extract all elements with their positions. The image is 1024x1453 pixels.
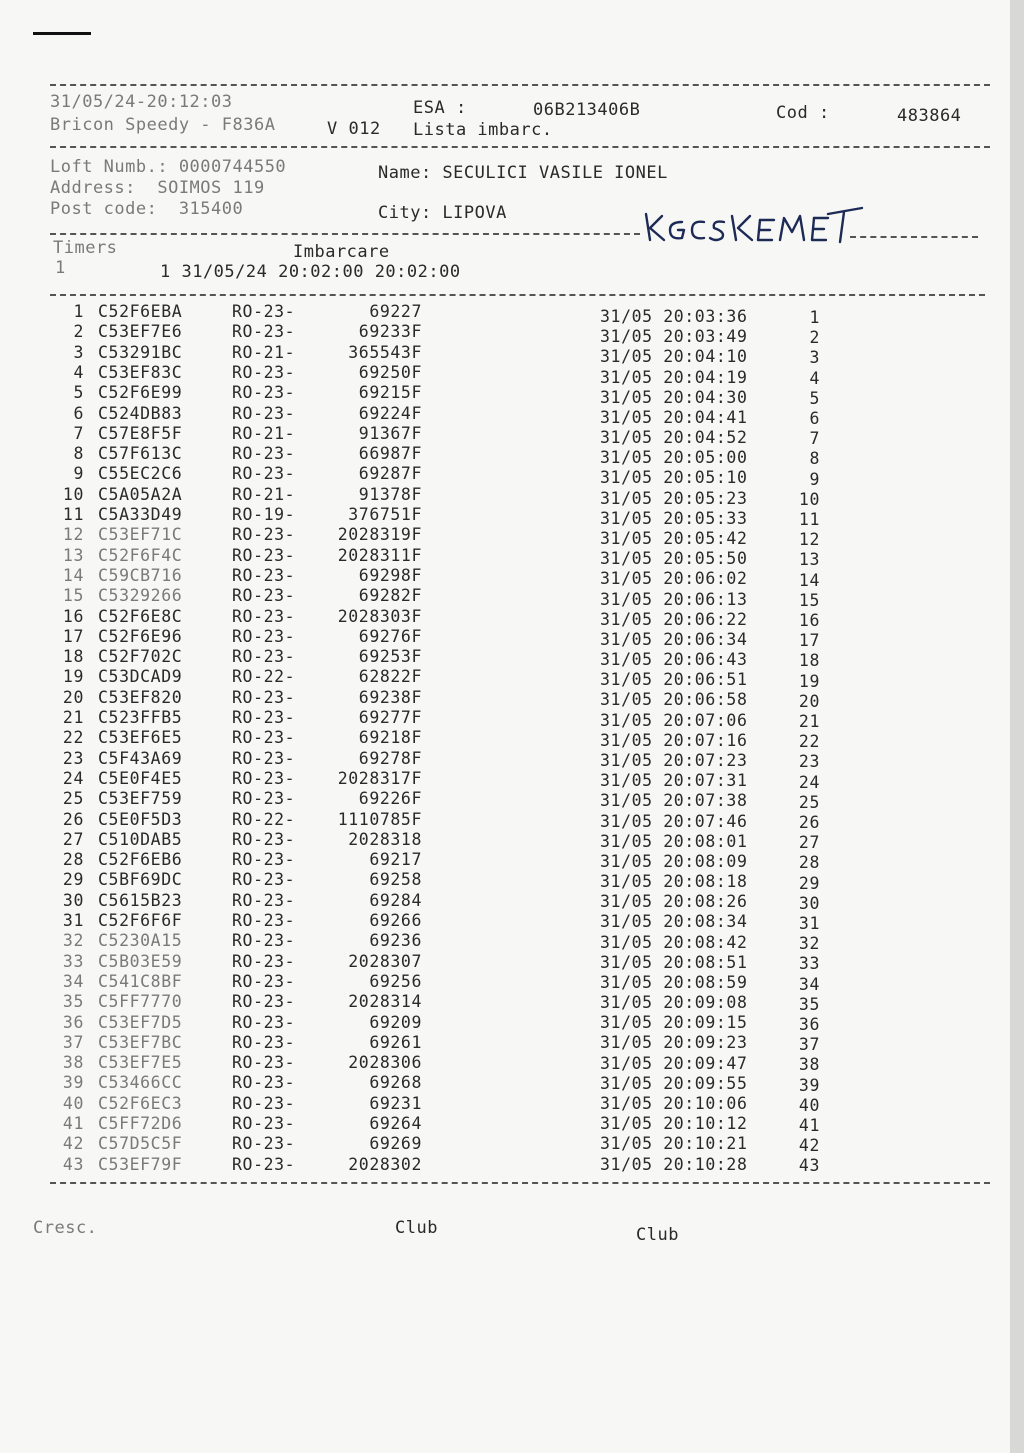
row-code: C53DCAD9 [98, 667, 183, 687]
row-ring-prefix: RO-23- [232, 1154, 296, 1174]
row-position: 3 [809, 348, 820, 368]
row-index: 40 [62, 1093, 84, 1113]
row-ring-prefix: RO-23- [232, 444, 296, 464]
row-ring-number: 1110785F [337, 809, 422, 829]
esa-value: 06B213406B [533, 100, 641, 120]
row-position: 32 [798, 934, 820, 954]
row-position: 43 [798, 1156, 820, 1176]
row-code: C52F6E8C [98, 606, 183, 626]
row-ring-prefix: RO-23- [232, 992, 296, 1012]
row-clock-time: 31/05 20:04:19 [600, 367, 748, 387]
address: Address: SOIMOS 119 [50, 178, 265, 198]
row-index: 13 [62, 545, 84, 565]
row-index: 20 [62, 687, 84, 707]
row-position: 42 [798, 1136, 820, 1156]
row-ring-prefix: RO-22- [232, 667, 296, 687]
row-code: C524DB83 [98, 403, 183, 423]
row-code: C5A05A2A [98, 484, 183, 504]
row-ring-prefix: RO-23- [232, 870, 296, 890]
row-clock-time: 31/05 20:05:33 [600, 508, 748, 528]
row-position: 6 [809, 409, 820, 428]
row-ring-number: 91378F [358, 484, 422, 504]
row-index: 11 [62, 505, 84, 524]
row-ring-prefix: RO-23- [232, 362, 296, 382]
loft-number: Loft Numb.: 0000744550 [50, 157, 287, 177]
row-position: 37 [798, 1035, 820, 1055]
row-position: 9 [809, 469, 820, 489]
divider [50, 294, 985, 296]
row-position: 8 [809, 449, 820, 469]
row-code: C53EF820 [98, 687, 183, 707]
row-clock-time: 31/05 20:06:02 [600, 569, 748, 589]
row-ring-number: 69261 [369, 1032, 422, 1052]
row-code: C52F6E99 [98, 383, 183, 403]
row-position: 18 [798, 651, 820, 671]
row-ring-number: 2028302 [348, 1154, 422, 1174]
row-ring-prefix: RO-21- [232, 484, 296, 504]
divider [50, 233, 640, 235]
row-clock-time: 31/05 20:05:50 [600, 549, 748, 569]
row-position: 31 [798, 914, 820, 933]
row-ring-prefix: RO-23- [232, 606, 296, 626]
row-ring-prefix: RO-23- [232, 647, 296, 667]
version: V 012 [327, 119, 381, 139]
row-ring-prefix: RO-22- [232, 809, 296, 829]
row-position: 36 [798, 1015, 820, 1034]
row-code: C541C8BF [98, 971, 183, 991]
row-code: C57D5C5F [98, 1134, 183, 1154]
row-code: C5329266 [98, 586, 183, 606]
row-position: 17 [798, 631, 820, 651]
row-clock-time: 31/05 20:04:52 [600, 428, 748, 448]
row-clock-time: 31/05 20:06:13 [600, 589, 748, 609]
row-index: 30 [62, 890, 84, 910]
row-index: 42 [62, 1134, 84, 1154]
row-clock-time: 31/05 20:05:10 [600, 468, 748, 488]
row-position: 29 [798, 873, 820, 893]
row-ring-prefix: RO-23- [232, 748, 296, 768]
row-position: 16 [798, 611, 820, 630]
row-ring-number: 2028318 [348, 829, 422, 849]
row-clock-time: 31/05 20:08:34 [600, 912, 748, 932]
row-ring-number: 69233F [358, 322, 422, 342]
row-position: 2 [809, 328, 820, 348]
row-ring-number: 69298F [358, 565, 422, 585]
cod-value: 483864 [897, 106, 962, 126]
row-ring-number: 69226F [358, 789, 422, 809]
row-clock-time: 31/05 20:06:34 [600, 629, 748, 649]
row-position: 15 [798, 590, 820, 610]
row-position: 7 [809, 429, 820, 449]
row-position: 39 [798, 1075, 820, 1095]
row-index: 8 [73, 444, 84, 464]
row-code: C5E0F5D3 [98, 809, 183, 829]
row-clock-time: 31/05 20:09:15 [600, 1013, 748, 1033]
city: City: LIPOVA [378, 203, 507, 223]
row-clock-time: 31/05 20:05:00 [600, 448, 748, 468]
row-ring-prefix: RO-19- [232, 505, 296, 524]
row-code: C53EF7E5 [98, 1053, 183, 1073]
row-ring-number: 69217 [369, 850, 422, 870]
row-ring-number: 69236 [369, 931, 422, 951]
row-ring-number: 69278F [358, 748, 422, 768]
post-code: Post code: 315400 [50, 199, 244, 219]
row-ring-prefix: RO-23- [232, 829, 296, 849]
row-position: 30 [798, 893, 820, 913]
row-code: C5615B23 [98, 890, 183, 910]
esa-label: ESA : [413, 98, 467, 118]
row-index: 32 [62, 931, 84, 951]
row-clock-time: 31/05 20:08:42 [600, 932, 748, 952]
row-ring-prefix: RO-23- [232, 951, 296, 971]
row-ring-number: 69238F [358, 687, 422, 707]
row-code: C53EF759 [98, 789, 183, 809]
row-index: 43 [62, 1154, 84, 1174]
row-position: 23 [798, 752, 820, 772]
row-ring-number: 69227 [369, 302, 422, 321]
row-code: C52F6F4C [98, 545, 183, 565]
row-ring-prefix: RO-23- [232, 850, 296, 870]
row-position: 38 [798, 1055, 820, 1075]
row-ring-number: 69218F [358, 728, 422, 748]
row-code: C510DAB5 [98, 829, 183, 849]
row-index: 37 [62, 1032, 84, 1052]
row-index: 35 [62, 992, 84, 1012]
row-clock-time: 31/05 20:09:23 [600, 1033, 748, 1053]
row-code: C53291BC [98, 342, 183, 362]
footer-club-1: Club [395, 1218, 438, 1238]
row-index: 21 [62, 708, 84, 727]
row-ring-number: 69209 [369, 1012, 422, 1032]
row-code: C52F702C [98, 647, 183, 667]
row-position: 21 [798, 712, 820, 731]
row-ring-number: 69284 [369, 890, 422, 910]
row-code: C59CB716 [98, 565, 183, 585]
row-ring-number: 69282F [358, 586, 422, 606]
row-code: C5BF69DC [98, 870, 183, 890]
timers-label: Timers [53, 238, 118, 258]
row-index: 1 [73, 302, 84, 321]
row-code: C53EF7D5 [98, 1012, 183, 1032]
row-clock-time: 31/05 20:06:58 [600, 690, 748, 710]
row-index: 33 [62, 951, 84, 971]
row-ring-prefix: RO-23- [232, 383, 296, 403]
row-index: 6 [73, 403, 84, 423]
row-clock-time: 31/05 20:08:59 [600, 972, 748, 992]
footer-club-2: Club [636, 1225, 679, 1245]
row-code: C5F43A69 [98, 748, 183, 768]
row-ring-number: 69224F [358, 403, 422, 423]
row-code: C5FF72D6 [98, 1114, 183, 1133]
row-index: 28 [62, 850, 84, 870]
row-ring-number: 365543F [348, 342, 422, 362]
row-code: C55EC2C6 [98, 464, 183, 484]
row-ring-prefix: RO-23- [232, 971, 296, 991]
divider [50, 1182, 990, 1184]
row-position: 41 [798, 1116, 820, 1135]
row-index: 7 [73, 423, 84, 443]
row-position: 34 [798, 974, 820, 994]
row-code: C5E0F4E5 [98, 768, 183, 788]
row-ring-number: 91367F [358, 423, 422, 443]
row-clock-time: 31/05 20:05:42 [600, 528, 748, 548]
row-index: 38 [62, 1053, 84, 1073]
row-ring-prefix: RO-23- [232, 1134, 296, 1154]
row-clock-time: 31/05 20:06:22 [600, 609, 748, 629]
row-ring-number: 2028317F [337, 768, 422, 788]
row-code: C57F613C [98, 444, 183, 464]
row-index: 5 [73, 383, 84, 403]
row-ring-number: 69276F [358, 626, 422, 646]
row-ring-prefix: RO-23- [232, 322, 296, 342]
row-index: 26 [62, 809, 84, 829]
row-code: C53466CC [98, 1073, 183, 1093]
row-clock-time: 31/05 20:09:08 [600, 993, 748, 1013]
row-ring-prefix: RO-23- [232, 1053, 296, 1073]
row-index: 4 [73, 362, 84, 382]
row-ring-prefix: RO-23- [232, 890, 296, 910]
handwritten-kecskemet [640, 200, 870, 248]
row-code: C53EF71C [98, 525, 183, 545]
row-ring-prefix: RO-21- [232, 423, 296, 443]
row-code: C53EF7BC [98, 1032, 183, 1052]
row-ring-number: 2028314 [348, 992, 422, 1012]
row-ring-prefix: RO-23- [232, 931, 296, 951]
row-index: 2 [73, 322, 84, 342]
row-clock-time: 31/05 20:05:23 [600, 488, 748, 508]
row-ring-prefix: RO-23- [232, 626, 296, 646]
row-clock-time: 31/05 20:07:23 [600, 750, 748, 770]
row-index: 25 [62, 789, 84, 809]
row-index: 34 [62, 971, 84, 991]
row-index: 14 [62, 565, 84, 585]
row-clock-time: 31/05 20:06:51 [600, 670, 748, 690]
row-clock-time: 31/05 20:03:36 [600, 307, 748, 326]
divider [850, 236, 978, 238]
row-code: C52F6F6F [98, 911, 183, 930]
row-index: 36 [62, 1012, 84, 1032]
row-clock-time: 31/05 20:10:06 [600, 1094, 748, 1113]
document-title: Lista imbarc. [413, 120, 553, 140]
row-index: 39 [62, 1073, 84, 1093]
row-clock-time: 31/05 20:04:30 [600, 387, 748, 407]
row-code: C5FF7770 [98, 992, 183, 1012]
row-ring-number: 69250F [358, 362, 422, 382]
row-clock-time: 31/05 20:07:16 [600, 730, 748, 750]
row-index: 3 [73, 342, 84, 362]
row-position: 28 [798, 853, 820, 873]
row-ring-prefix: RO-23- [232, 464, 296, 484]
row-index: 24 [62, 768, 84, 788]
row-clock-time: 31/05 20:07:06 [600, 710, 748, 730]
row-ring-prefix: RO-23- [232, 565, 296, 585]
row-index: 15 [62, 586, 84, 606]
row-code: C5B03E59 [98, 951, 183, 971]
row-code: C53EF83C [98, 362, 183, 382]
row-ring-number: 62822F [358, 667, 422, 687]
row-ring-number: 2028307 [348, 951, 422, 971]
row-ring-prefix: RO-23- [232, 1093, 296, 1113]
row-ring-number: 376751F [348, 505, 422, 524]
row-clock-time: 31/05 20:07:38 [600, 791, 748, 811]
row-ring-number: 2028311F [337, 545, 422, 565]
row-position: 35 [798, 994, 820, 1014]
row-ring-number: 69215F [358, 383, 422, 403]
row-position: 33 [798, 954, 820, 974]
row-ring-number: 69268 [369, 1073, 422, 1093]
row-code: C52F6EB6 [98, 850, 183, 870]
row-index: 41 [62, 1114, 84, 1133]
divider [50, 84, 990, 86]
row-clock-time: 31/05 20:08:01 [600, 831, 748, 851]
row-clock-time: 31/05 20:08:09 [600, 851, 748, 871]
row-index: 19 [62, 667, 84, 687]
row-ring-prefix: RO-23- [232, 708, 296, 727]
row-clock-time: 31/05 20:07:46 [600, 811, 748, 831]
row-code: C52F6EC3 [98, 1093, 183, 1113]
row-clock-time: 31/05 20:03:49 [600, 327, 748, 347]
row-position: 24 [798, 772, 820, 792]
row-position: 12 [798, 530, 820, 550]
row-ring-number: 69269 [369, 1134, 422, 1154]
row-position: 5 [809, 388, 820, 408]
row-position: 20 [798, 691, 820, 711]
row-position: 11 [798, 510, 820, 529]
row-ring-number: 69266 [369, 911, 422, 930]
print-datetime: 31/05/24-20:12:03 [50, 92, 233, 112]
row-clock-time: 31/05 20:10:12 [600, 1114, 748, 1134]
row-ring-prefix: RO-23- [232, 1073, 296, 1093]
row-ring-prefix: RO-23- [232, 586, 296, 606]
row-position: 13 [798, 550, 820, 570]
row-ring-prefix: RO-23- [232, 911, 296, 930]
row-ring-number: 2028319F [337, 525, 422, 545]
row-ring-number: 69258 [369, 870, 422, 890]
row-clock-time: 31/05 20:08:18 [600, 872, 748, 892]
cod-label: Cod : [776, 103, 830, 123]
row-clock-time: 31/05 20:07:31 [600, 771, 748, 791]
row-ring-prefix: RO-23- [232, 545, 296, 565]
footer-cresc: Cresc. [33, 1218, 98, 1238]
row-code: C523FFB5 [98, 708, 183, 727]
row-ring-number: 69256 [369, 971, 422, 991]
row-code: C5A33D49 [98, 505, 183, 524]
timer-id: 1 [55, 258, 66, 278]
row-position: 4 [809, 368, 820, 388]
row-ring-prefix: RO-21- [232, 342, 296, 362]
owner-name: Name: SECULICI VASILE IONEL [378, 163, 668, 183]
row-code: C52F6E96 [98, 626, 183, 646]
row-index: 10 [62, 484, 84, 504]
row-ring-prefix: RO-23- [232, 525, 296, 545]
row-clock-time: 31/05 20:08:26 [600, 892, 748, 912]
row-index: 9 [73, 464, 84, 484]
row-clock-time: 31/05 20:04:10 [600, 347, 748, 367]
row-position: 22 [798, 732, 820, 752]
row-index: 16 [62, 606, 84, 626]
row-index: 12 [62, 525, 84, 545]
row-index: 27 [62, 829, 84, 849]
row-ring-number: 69231 [369, 1093, 422, 1113]
row-position: 27 [798, 833, 820, 853]
row-ring-number: 2028306 [348, 1053, 422, 1073]
row-clock-time: 31/05 20:10:21 [600, 1134, 748, 1154]
imbarcare-label: Imbarcare [293, 242, 390, 262]
row-clock-time: 31/05 20:04:41 [600, 407, 748, 427]
row-position: 26 [798, 813, 820, 832]
row-clock-time: 31/05 20:09:55 [600, 1073, 748, 1093]
row-index: 18 [62, 647, 84, 667]
row-ring-number: 69264 [369, 1114, 422, 1133]
divider [50, 146, 990, 148]
row-index: 29 [62, 870, 84, 890]
row-position: 19 [798, 671, 820, 691]
row-clock-time: 31/05 20:06:43 [600, 650, 748, 670]
row-clock-time: 31/05 20:09:47 [600, 1053, 748, 1073]
row-position: 1 [809, 308, 820, 327]
row-ring-prefix: RO-23- [232, 1032, 296, 1052]
row-index: 31 [62, 911, 84, 930]
row-index: 22 [62, 728, 84, 748]
row-code: C53EF7E6 [98, 322, 183, 342]
row-position: 10 [798, 489, 820, 509]
row-ring-number: 69277F [358, 708, 422, 727]
row-clock-time: 31/05 20:10:28 [600, 1154, 748, 1174]
row-ring-prefix: RO-23- [232, 789, 296, 809]
row-ring-prefix: RO-23- [232, 1012, 296, 1032]
row-ring-number: 66987F [358, 444, 422, 464]
row-clock-time: 31/05 20:08:51 [600, 952, 748, 972]
row-code: C5230A15 [98, 931, 183, 951]
row-position: 25 [798, 792, 820, 812]
row-position: 14 [798, 570, 820, 590]
row-ring-number: 2028303F [337, 606, 422, 626]
row-code: C52F6EBA [98, 302, 183, 321]
row-ring-prefix: RO-23- [232, 1114, 296, 1133]
row-code: C53EF6E5 [98, 728, 183, 748]
row-ring-number: 69253F [358, 647, 422, 667]
ink-mark [33, 32, 91, 35]
row-ring-prefix: RO-23- [232, 768, 296, 788]
row-position: 40 [798, 1095, 820, 1115]
row-ring-prefix: RO-23- [232, 302, 296, 321]
device-name: Bricon Speedy - F836A [50, 115, 276, 135]
row-index: 23 [62, 748, 84, 768]
timer-entry: 1 31/05/24 20:02:00 20:02:00 [160, 262, 461, 282]
row-ring-number: 69287F [358, 464, 422, 484]
row-code: C57E8F5F [98, 423, 183, 443]
row-ring-prefix: RO-23- [232, 687, 296, 707]
row-index: 17 [62, 626, 84, 646]
row-ring-prefix: RO-23- [232, 403, 296, 423]
row-ring-prefix: RO-23- [232, 728, 296, 748]
row-code: C53EF79F [98, 1154, 183, 1174]
